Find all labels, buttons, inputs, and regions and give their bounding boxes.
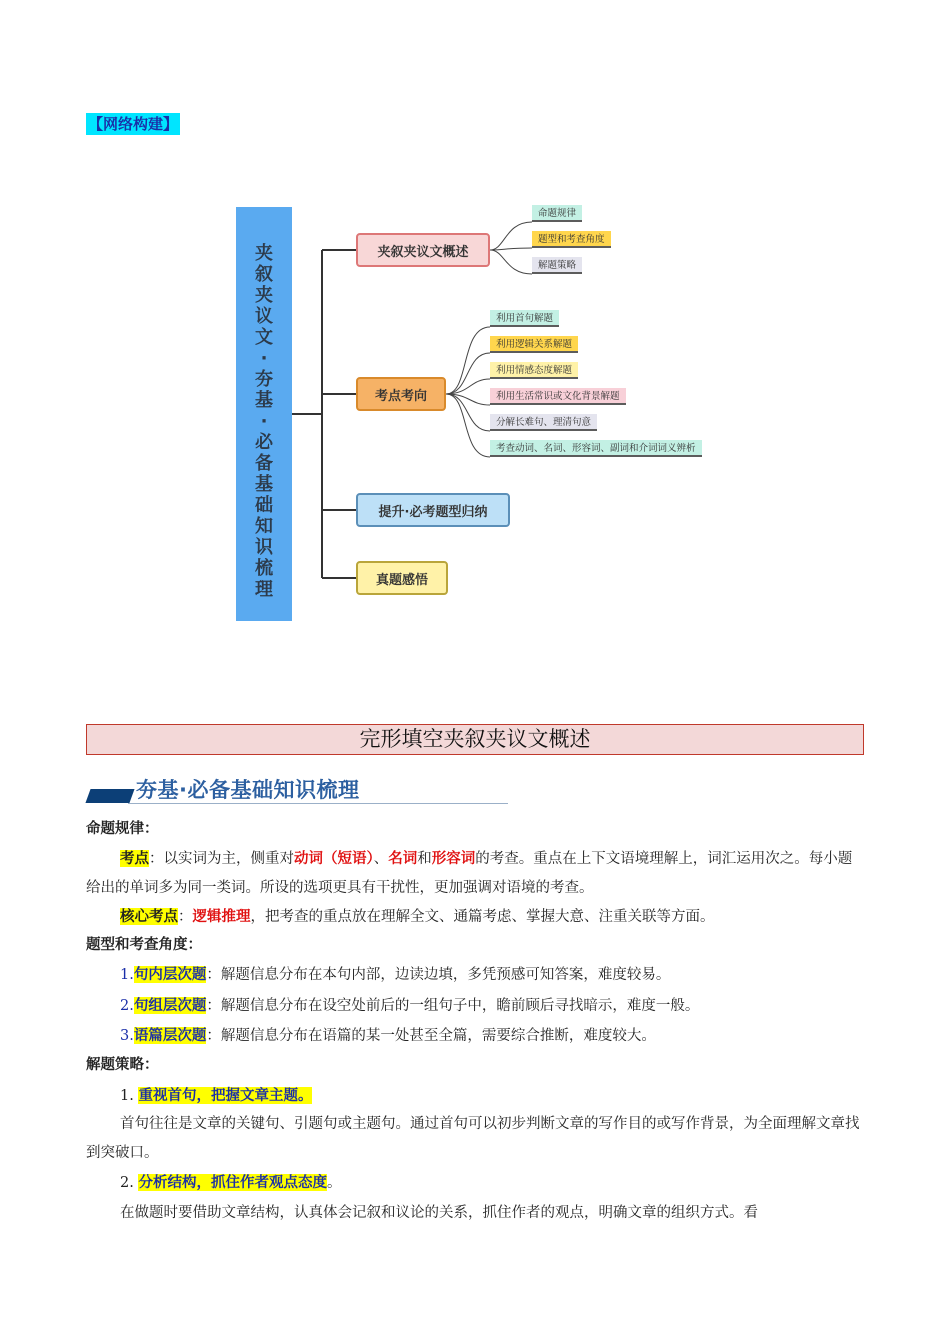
sub-heading <box>88 772 508 806</box>
root-char: 理 <box>255 579 273 600</box>
root-char: 文 <box>255 327 273 348</box>
leaf-changshi: 利用生活常识或文化背景解题 <box>490 388 626 405</box>
section-celue-title: 解题策略： <box>86 1057 159 1073</box>
paragraph-core <box>86 902 864 932</box>
emph-logic: 逻辑推理 <box>192 908 251 925</box>
emph-adj: 形容词 <box>431 850 476 867</box>
root-char: 识 <box>255 537 273 558</box>
section-tixing-title: 题型和考查角度： <box>86 937 202 953</box>
root-char: · <box>260 411 268 432</box>
item-label: 语篇层次题 <box>133 1027 207 1044</box>
sub-heading-title: 夯基·必备基础知识梳理 <box>136 778 360 802</box>
item-label: 句内层次题 <box>133 966 207 983</box>
celue-step-1 <box>86 1081 864 1111</box>
root-char: 备 <box>255 453 273 474</box>
text: 的考查。重点在上下文语境理解上，词汇运用次之。每小题给出的单词多为同一类词。所设的选项更具有干扰性，更加强调对语境的考查。 <box>86 851 853 896</box>
emph-verb: 动词（短语） <box>294 850 374 867</box>
emph-noun: 名词 <box>388 850 418 867</box>
text: ：以实词为主，侧重对 <box>149 851 294 867</box>
leaf-luoji: 利用逻辑关系解题 <box>490 336 578 353</box>
root-char: 知 <box>255 516 273 537</box>
root-char: 夹 <box>255 243 273 264</box>
leaf-celue: 解题策略 <box>532 257 582 274</box>
leaf-ciyi: 考查动词、名词、形容词、副词和介词词义辨析 <box>490 440 702 457</box>
core-label: 核心考点 <box>120 908 178 925</box>
root-char: 夹 <box>255 285 273 306</box>
item-num: 2. <box>120 998 134 1014</box>
root-char: 梳 <box>255 558 273 579</box>
item-num: 3. <box>120 1028 134 1044</box>
item-text: ：解题信息分布在语篇的某一处甚至全篇，需要综合推断，难度较大。 <box>206 1028 656 1044</box>
root-char: 基 <box>255 390 273 411</box>
network-tag: 【网络构建】 <box>88 115 179 133</box>
mindmap-root-label <box>236 243 292 600</box>
text: ： <box>178 909 193 925</box>
tixing-item-2 <box>86 991 864 1021</box>
paragraph-kaodian <box>86 844 864 903</box>
root-char: 夯 <box>255 369 273 390</box>
section-banner: 完形填空夹叙夹议文概述 <box>86 724 864 755</box>
item-text: ：解题信息分布在设空处前后的一组句子中，瞻前顾后寻找暗示，难度一般。 <box>206 998 700 1014</box>
step-label: 重视首句，把握文章主题。 <box>138 1087 313 1104</box>
step-num: 2. <box>120 1175 139 1191</box>
branch-overview: 夹叙夹议文概述 <box>356 233 490 267</box>
celue-step-2-text: 在做题时要借助文章结构，认真体会记叙和议论的关系，抓住作者的观点，明确文章的组织方式。看 <box>120 1205 758 1221</box>
leaf-qinggan: 利用情感态度解题 <box>490 362 578 379</box>
leaf-tixing: 题型和考查角度 <box>532 231 611 248</box>
celue-step-1-text: 首句往往是文章的关键句、引题句或主题句。通过首句可以初步判断文章的写作目的或写作背景，为全面理解文章找到突破口。 <box>86 1116 860 1161</box>
root-char: 础 <box>255 495 273 516</box>
branch-real-exam: 真题感悟 <box>356 561 448 595</box>
item-num: 1. <box>120 967 134 983</box>
leaf-changnanju: 分解长难句、理清句意 <box>490 414 597 431</box>
step-label: 分析结构，抓住作者观点态度 <box>138 1174 327 1191</box>
branch-question-types: 提升·必考题型归纳 <box>356 493 510 527</box>
step-num: 1. <box>120 1088 139 1104</box>
section-mingti-title: 命题规律： <box>86 821 159 837</box>
root-char: · <box>260 348 268 369</box>
leaf-mingti: 命题规律 <box>532 205 582 222</box>
kaodian-label: 考点 <box>120 850 149 867</box>
mindmap-root <box>236 207 292 621</box>
text: 和 <box>417 851 432 867</box>
branch-exam-points: 考点考向 <box>356 377 446 411</box>
text: ，把考查的重点放在理解全文、通篇考虑、掌握大意、注重关联等方面。 <box>250 909 715 925</box>
sub-heading-bar <box>85 789 134 803</box>
root-char: 基 <box>255 474 273 495</box>
root-char: 叙 <box>255 264 273 285</box>
tixing-item-1 <box>86 960 864 990</box>
celue-step-2 <box>86 1168 864 1198</box>
text: 、 <box>373 851 389 867</box>
tixing-item-3 <box>86 1021 864 1051</box>
root-char: 议 <box>255 306 273 327</box>
root-char: 必 <box>255 432 273 453</box>
leaf-shouju: 利用首句解题 <box>490 310 559 327</box>
item-label: 句组层次题 <box>133 997 207 1014</box>
item-text: ：解题信息分布在本句内部，边读边填，多凭预感可知答案，难度较易。 <box>206 967 671 983</box>
text: 。 <box>326 1175 342 1191</box>
